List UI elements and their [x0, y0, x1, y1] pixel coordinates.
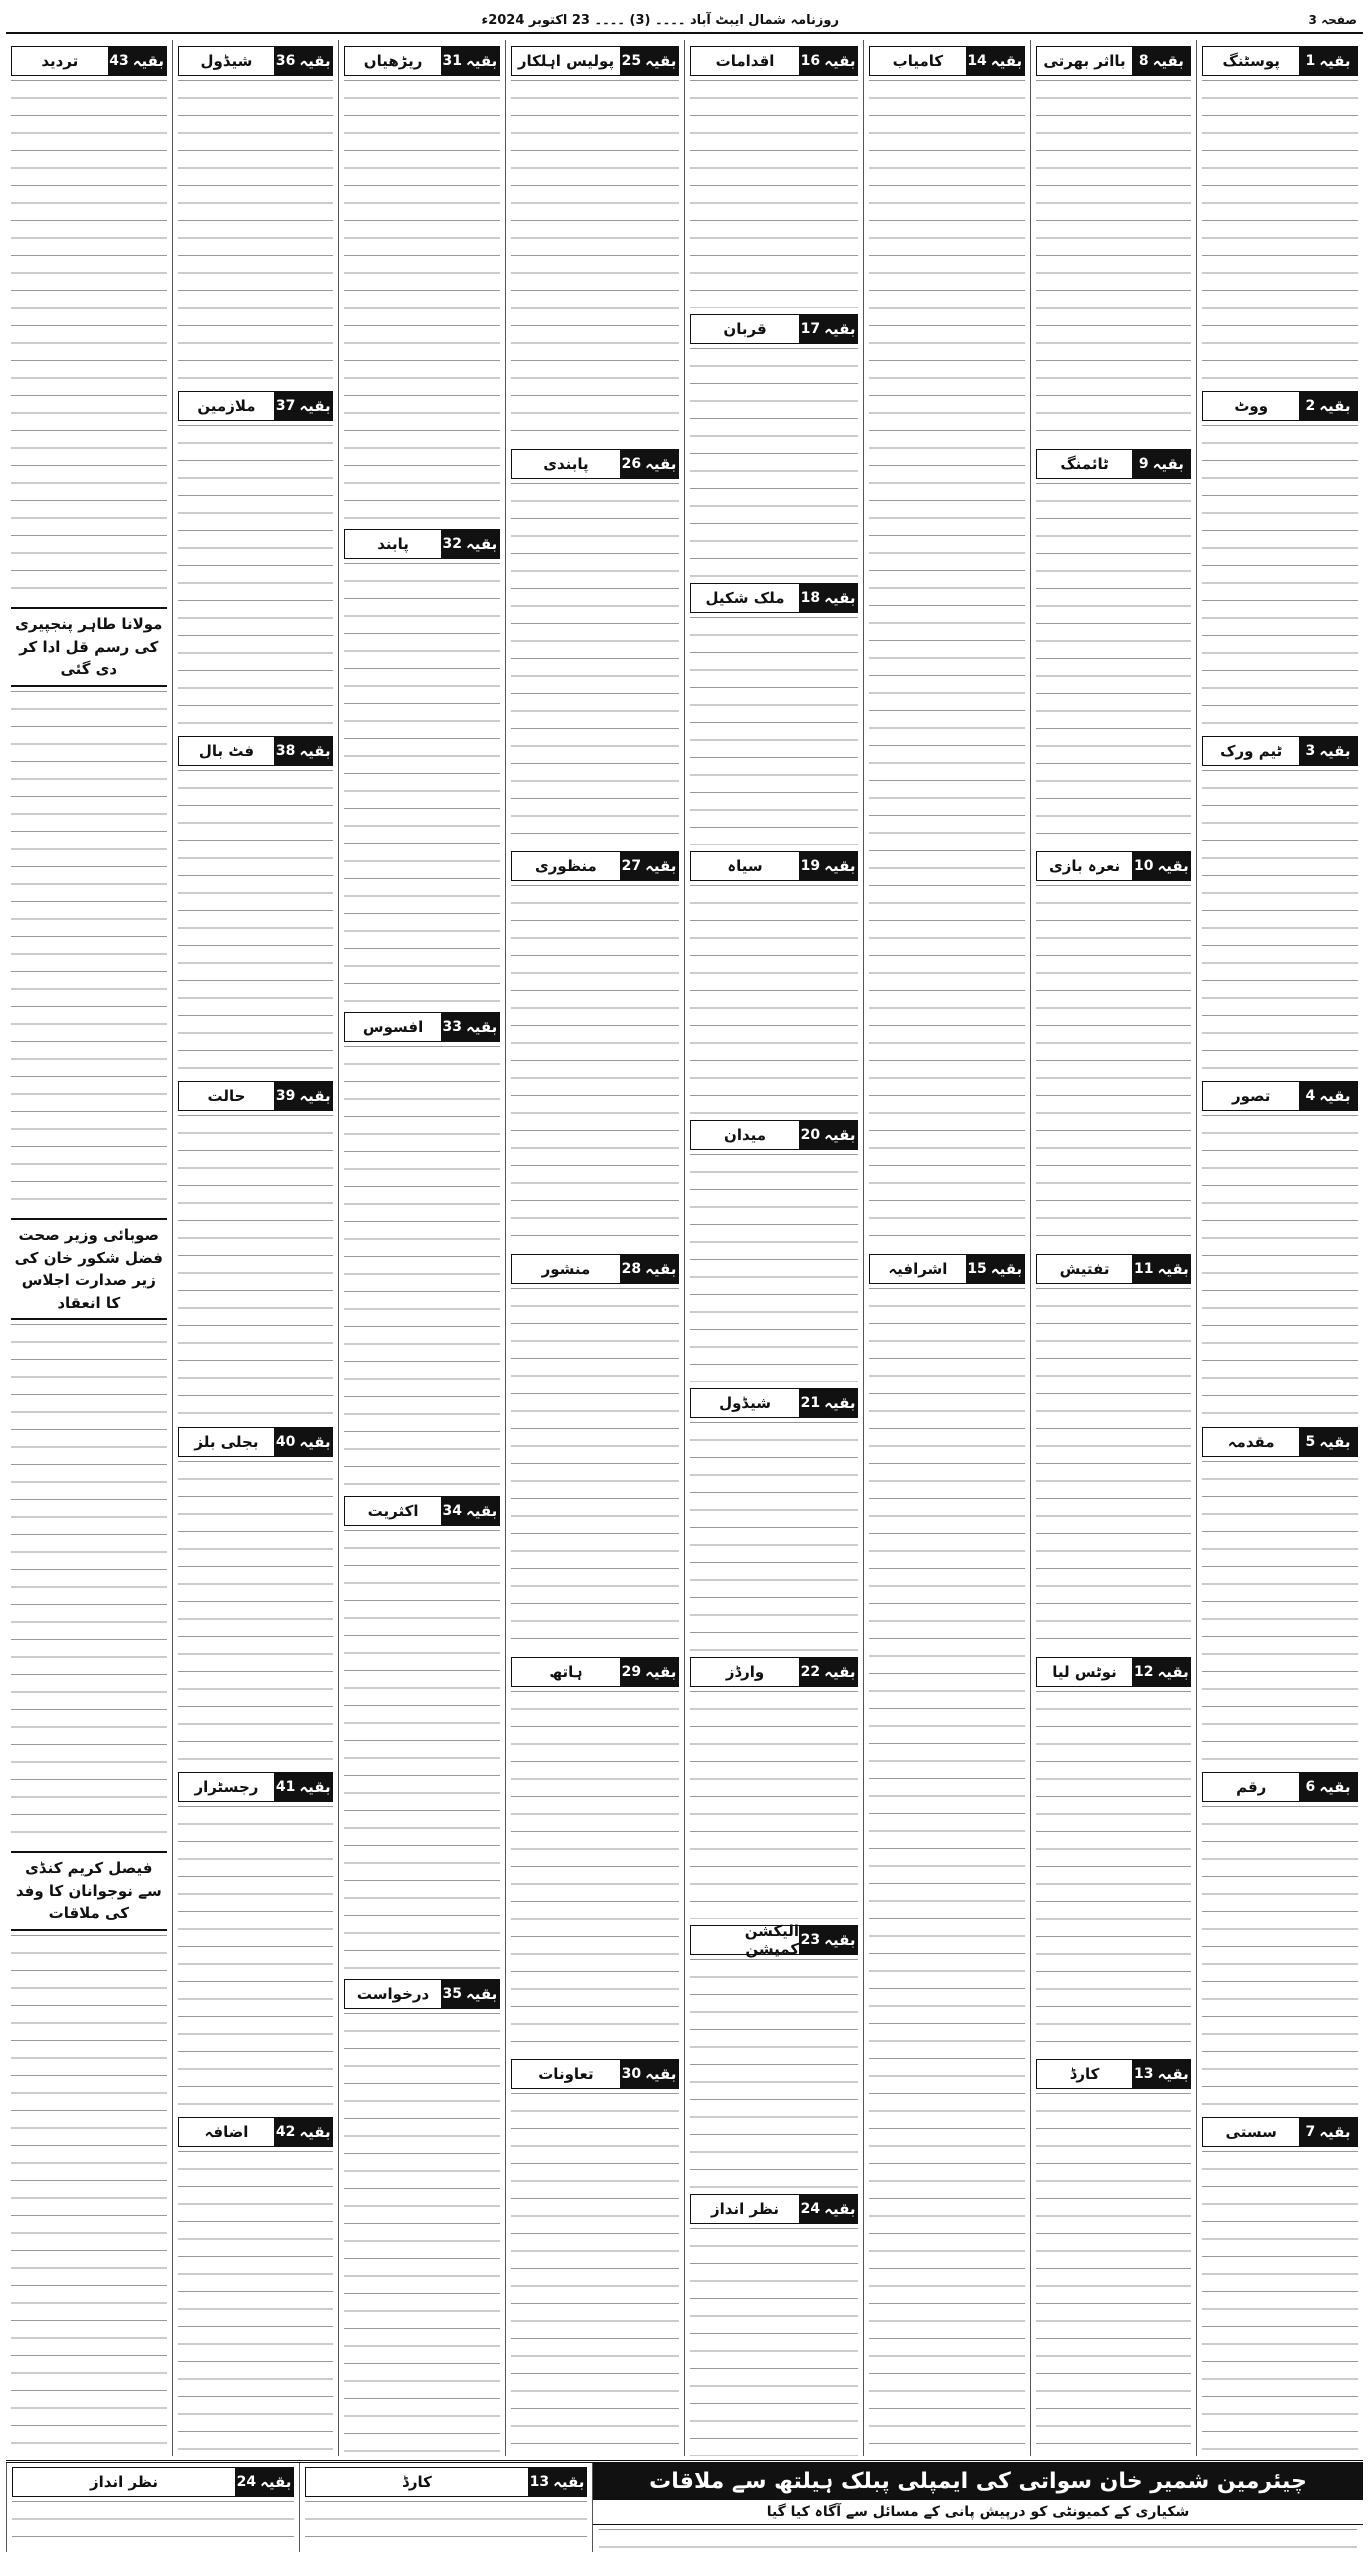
baqiya-label: [1132, 450, 1190, 478]
baqiya-number: 5: [1305, 1433, 1316, 1450]
column-8: [6, 40, 172, 2456]
col5-baqiya-tag-29: [511, 1657, 679, 1687]
baqiya-word: بقیہ: [1319, 1432, 1351, 1451]
baqiya-word: بقیہ: [260, 2473, 292, 2491]
baqiya-label: [274, 2118, 332, 2146]
baqiya-label: [274, 1773, 332, 1801]
article-body-text: [11, 1324, 167, 1845]
baqiya-word: بقیہ: [645, 1260, 677, 1279]
baqiya-keyword: کارڈ: [1037, 2060, 1133, 2088]
bottom-baqiya-tag-13: [305, 2467, 587, 2497]
baqiya-number: 24: [236, 2474, 257, 2490]
baqiya-number: 42: [275, 2123, 296, 2140]
baqiya-word: بقیہ: [824, 320, 856, 339]
article-body-text: [690, 348, 858, 576]
baqiya-label: [799, 47, 857, 75]
baqiya-keyword: ملک شکیل: [691, 584, 799, 612]
baqiya-label: [235, 2468, 293, 2496]
col7-baqiya-tag-42: [178, 2117, 334, 2147]
baqiya-keyword: پابند: [345, 530, 441, 558]
bottom-band: [6, 2460, 1363, 2552]
article-body-text: [511, 2093, 679, 2456]
baqiya-word: بقیہ: [299, 1432, 331, 1451]
baqiya-word: بقیہ: [1319, 1777, 1351, 1796]
article-body-text: [869, 80, 1025, 1248]
baqiya-word: بقیہ: [1152, 52, 1184, 70]
baqiya-word: بقیہ: [299, 2122, 331, 2141]
baqiya-keyword: نظر انداز: [13, 2468, 235, 2496]
baqiya-label: [620, 1255, 678, 1283]
col5-baqiya-tag-25: [511, 46, 679, 76]
baqiya-word: بقیہ: [1157, 2065, 1189, 2084]
baqiya-number: 23: [800, 1932, 821, 1949]
col6-baqiya-tag-35: [344, 1979, 500, 2009]
baqiya-keyword: ملازمین: [179, 392, 275, 420]
article-body-text: [178, 80, 334, 385]
article-body-text: [178, 1806, 334, 2111]
bottom-baqiya-tag-24: [12, 2467, 294, 2497]
baqiya-word: بقیہ: [465, 1501, 498, 1520]
baqiya-label: [620, 852, 678, 880]
baqiya-keyword: حالت: [179, 1082, 275, 1110]
baqiya-number: 12: [1133, 1663, 1154, 1680]
col6-baqiya-tag-31: [344, 46, 500, 76]
baqiya-label: [274, 392, 332, 420]
baqiya-word: بقیہ: [990, 1260, 1023, 1278]
baqiya-number: 35: [442, 1985, 462, 2002]
baqiya-number: 19: [800, 858, 821, 875]
col2-baqiya-tag-11: [1036, 1254, 1192, 1284]
baqiya-word: بقیہ: [299, 397, 331, 416]
page-number: صفحہ 3: [1308, 13, 1357, 27]
col7-baqiya-tag-36: [178, 46, 334, 76]
baqiya-number: 32: [442, 536, 462, 553]
baqiya-label: [528, 2468, 586, 2496]
baqiya-keyword: ریڑھیاں: [345, 47, 441, 75]
col7-baqiya-tag-40: [178, 1427, 334, 1457]
article-body-text: [344, 2013, 500, 2456]
article-body-text: [1036, 1691, 1192, 2054]
baqiya-number: 13: [1133, 2066, 1154, 2083]
baqiya-word: بقیہ: [824, 1394, 856, 1413]
baqiya-label: [799, 1926, 857, 1954]
article-body-text: [690, 617, 858, 845]
article-body-text: [1202, 80, 1358, 385]
baqiya-number: 22: [800, 1663, 821, 1680]
banner-subheadline: شکیاری کے کمیونٹی کو درپیش پانی کے مسائل سے آگاہ کیا گیا: [593, 2500, 1363, 2525]
baqiya-label: [274, 1428, 332, 1456]
col4-baqiya-tag-17: [690, 314, 858, 344]
column-headline: مولانا طاہر پنجپیری کی رسم قل ادا کر دی گئی: [11, 607, 167, 687]
baqiya-word: بقیہ: [645, 2065, 677, 2084]
column-6: [338, 40, 505, 2456]
baqiya-label: [441, 47, 499, 75]
baqiya-keyword: سستی: [1203, 2118, 1299, 2146]
banner-headline: چیئرمین شمیر خان سواتی کی ایمپلی پبلک ہیلتھ سے ملاقات: [593, 2463, 1363, 2500]
bottom-side-column-1: [299, 2463, 592, 2552]
baqiya-word: بقیہ: [824, 588, 856, 607]
baqiya-word: بقیہ: [1319, 1087, 1351, 1106]
article-body-text: [869, 1288, 1025, 2456]
baqiya-word: بقیہ: [1319, 2122, 1351, 2141]
baqiya-label: [799, 1121, 857, 1149]
col7-baqiya-tag-38: [178, 736, 334, 766]
baqiya-keyword: تعاونات: [512, 2060, 620, 2088]
baqiya-word: بقیہ: [824, 2199, 856, 2218]
col4-baqiya-tag-16: [690, 46, 858, 76]
baqiya-keyword: اقدامات: [691, 47, 799, 75]
col5-baqiya-tag-26: [511, 449, 679, 479]
baqiya-keyword: وارڈز: [691, 1658, 799, 1686]
baqiya-number: 28: [621, 1261, 642, 1278]
article-body-text: [511, 1288, 679, 1651]
baqiya-number: 39: [275, 1088, 296, 1105]
baqiya-word: بقیہ: [1319, 52, 1351, 70]
baqiya-word: بقیہ: [132, 52, 165, 70]
baqiya-number: 16: [800, 53, 821, 69]
article-body-text: [178, 425, 334, 730]
col4-baqiya-tag-24: [690, 2194, 858, 2224]
article-body-text: [1202, 1115, 1358, 1420]
baqiya-keyword: شیڈول: [179, 47, 275, 75]
col1-baqiya-tag-6: [1202, 1772, 1358, 1802]
baqiya-number: 14: [967, 53, 987, 69]
col7-baqiya-tag-41: [178, 1772, 334, 1802]
baqiya-number: 7: [1305, 2123, 1316, 2140]
article-body-text: [344, 80, 500, 523]
baqiya-keyword: درخواست: [345, 1980, 441, 2008]
article-body-text: [690, 80, 858, 308]
baqiya-keyword: سیاہ: [691, 852, 799, 880]
baqiya-word: بقیہ: [1152, 454, 1184, 473]
article-body-text: [12, 2501, 294, 2552]
baqiya-keyword: اکثریت: [345, 1497, 441, 1525]
article-body-text: [1202, 770, 1358, 1075]
baqiya-keyword: ہاتھ: [512, 1658, 620, 1686]
baqiya-label: [1299, 1428, 1357, 1456]
baqiya-word: بقیہ: [645, 454, 677, 473]
article-body-text: [1036, 80, 1192, 443]
article-body-text: [690, 1422, 858, 1650]
article-body-text: [690, 1959, 858, 2187]
baqiya-number: 10: [1133, 858, 1154, 875]
baqiya-label: [966, 47, 1024, 75]
baqiya-word: بقیہ: [645, 1662, 677, 1681]
baqiya-word: بقیہ: [1157, 1662, 1189, 1681]
col1-baqiya-tag-7: [1202, 2117, 1358, 2147]
baqiya-label: [1299, 2118, 1357, 2146]
baqiya-number: 40: [275, 1433, 296, 1450]
col4-baqiya-tag-18: [690, 583, 858, 613]
baqiya-keyword: منشور: [512, 1255, 620, 1283]
col4-baqiya-tag-23: [690, 1922, 858, 1959]
baqiya-number: 9: [1138, 455, 1149, 472]
baqiya-label: [274, 47, 332, 75]
baqiya-number: 41: [275, 1778, 296, 1795]
article-body-text: [690, 1154, 858, 1382]
baqiya-number: 1: [1305, 53, 1316, 69]
col3-baqiya-tag-15: [869, 1254, 1025, 1284]
col8-baqiya-tag-43: [11, 46, 167, 76]
baqiya-word: بقیہ: [1319, 397, 1351, 416]
article-body-text: [11, 691, 167, 1212]
column-3: [863, 40, 1030, 2456]
baqiya-label: [799, 852, 857, 880]
col7-baqiya-tag-39: [178, 1081, 334, 1111]
baqiya-number: 24: [800, 2200, 821, 2217]
baqiya-word: بقیہ: [645, 857, 677, 876]
baqiya-keyword: ووٹ: [1203, 392, 1299, 420]
article-body-text: [178, 770, 334, 1075]
article-body-text: [1202, 425, 1358, 730]
article-body-text: [344, 563, 500, 1006]
baqiya-keyword: افسوس: [345, 1013, 441, 1041]
baqiya-label: [966, 1255, 1024, 1283]
baqiya-keyword: نظر انداز: [691, 2195, 799, 2223]
baqiya-number: 30: [621, 2066, 642, 2083]
article-body-text: [344, 1530, 500, 1973]
col2-baqiya-tag-8: [1036, 46, 1192, 76]
baqiya-word: بقیہ: [824, 52, 856, 70]
baqiya-number: 17: [800, 321, 821, 338]
article-body-text: [511, 885, 679, 1248]
article-body-text: [1036, 483, 1192, 846]
baqiya-keyword: تصور: [1203, 1082, 1299, 1110]
article-columns: [6, 40, 1363, 2456]
col3-baqiya-tag-14: [869, 46, 1025, 76]
article-body-text: [178, 2151, 334, 2456]
baqiya-keyword: میدان: [691, 1121, 799, 1149]
baqiya-number: 27: [621, 858, 642, 875]
baqiya-label: [620, 1658, 678, 1686]
baqiya-label: [799, 2195, 857, 2223]
article-body-text: [1036, 885, 1192, 1248]
baqiya-number: 25: [621, 53, 642, 69]
column-1: [1196, 40, 1363, 2456]
baqiya-keyword: نوٹس لیا: [1037, 1658, 1133, 1686]
baqiya-keyword: بجلی بلز: [179, 1428, 275, 1456]
baqiya-keyword: اضافہ: [179, 2118, 275, 2146]
baqiya-word: بقیہ: [824, 1662, 856, 1681]
col1-baqiya-tag-1: [1202, 46, 1358, 76]
baqiya-keyword: ٹیم ورک: [1203, 737, 1299, 765]
column-headline: فیصل کریم کنڈی سے نوجوانان کا وفد کی ملاقات: [11, 1851, 167, 1931]
baqiya-label: [1299, 392, 1357, 420]
masthead: [6, 8, 1363, 34]
baqiya-word: بقیہ: [553, 2473, 585, 2491]
col2-baqiya-tag-9: [1036, 449, 1192, 479]
baqiya-label: [441, 1013, 499, 1041]
baqiya-number: 4: [1305, 1088, 1316, 1105]
baqiya-keyword: شیڈول: [691, 1389, 799, 1417]
article-body-text: [690, 2228, 858, 2456]
baqiya-word: بقیہ: [465, 535, 498, 554]
baqiya-number: 29: [621, 1663, 642, 1680]
baqiya-label: [1132, 47, 1190, 75]
article-body-text: [344, 1046, 500, 1489]
baqiya-number: 26: [621, 455, 642, 472]
baqiya-label: [441, 530, 499, 558]
article-body-text: [1202, 1806, 1358, 2111]
baqiya-number: 13: [529, 2474, 550, 2490]
banner-body-text: [599, 2529, 1357, 2548]
col6-baqiya-tag-33: [344, 1012, 500, 1042]
baqiya-label: [1132, 852, 1190, 880]
baqiya-label: [1299, 737, 1357, 765]
article-body-text: [11, 80, 167, 601]
baqiya-label: [799, 1389, 857, 1417]
masthead-title: روزنامہ شمال ایبٹ آباد ۔۔۔۔ (3) ۔۔۔۔ 23 اکتوبر 2024ء: [481, 12, 839, 28]
column-headline: صوبائی وزیر صحت فضل شکور خان کی زیر صدارت اجلاس کا انعقاد: [11, 1218, 167, 1320]
bottom-banner: [593, 2463, 1363, 2552]
col5-baqiya-tag-27: [511, 851, 679, 881]
baqiya-label: [108, 47, 166, 75]
baqiya-number: 38: [275, 743, 296, 760]
baqiya-word: بقیہ: [1157, 1260, 1189, 1279]
column-2: [1030, 40, 1197, 2456]
baqiya-keyword: فٹ بال: [179, 737, 275, 765]
baqiya-label: [799, 315, 857, 343]
baqiya-word: بقیہ: [465, 1984, 498, 2003]
col2-baqiya-tag-13: [1036, 2059, 1192, 2089]
baqiya-number: 11: [1133, 1261, 1154, 1278]
baqiya-keyword: الیکشن کمیشن: [691, 1926, 799, 1954]
baqiya-word: بقیہ: [824, 1125, 856, 1144]
bottom-side-columns: [6, 2463, 593, 2552]
baqiya-word: بقیہ: [1319, 742, 1351, 761]
bottom-side-column-2: [6, 2463, 299, 2552]
baqiya-label: [620, 450, 678, 478]
baqiya-keyword: اشرافیہ: [870, 1255, 966, 1283]
baqiya-number: 2: [1305, 398, 1316, 415]
baqiya-number: 33: [442, 1019, 462, 1036]
baqiya-word: بقیہ: [465, 52, 498, 70]
baqiya-word: بقیہ: [1157, 857, 1189, 876]
baqiya-keyword: رقم: [1203, 1773, 1299, 1801]
article-body-text: [178, 1115, 334, 1420]
baqiya-label: [1132, 1255, 1190, 1283]
baqiya-keyword: منظوری: [512, 852, 620, 880]
baqiya-number: 3: [1305, 743, 1316, 760]
baqiya-keyword: کامیاب: [870, 47, 966, 75]
baqiya-label: [620, 2060, 678, 2088]
col5-baqiya-tag-28: [511, 1254, 679, 1284]
baqiya-label: [274, 1082, 332, 1110]
col1-baqiya-tag-5: [1202, 1427, 1358, 1457]
baqiya-word: بقیہ: [299, 1087, 331, 1106]
article-body-text: [1036, 1288, 1192, 1651]
col4-baqiya-tag-22: [690, 1657, 858, 1687]
col7-baqiya-tag-37: [178, 391, 334, 421]
article-body-text: [11, 1935, 167, 2456]
baqiya-keyword: پابندی: [512, 450, 620, 478]
article-body-text: [1036, 2093, 1192, 2456]
baqiya-label: [799, 1658, 857, 1686]
col4-baqiya-tag-19: [690, 851, 858, 881]
article-body-text: [178, 1461, 334, 1766]
article-body-text: [511, 483, 679, 846]
baqiya-keyword: تردید: [12, 47, 108, 75]
baqiya-word: بقیہ: [824, 1931, 856, 1950]
baqiya-keyword: کارڈ: [306, 2468, 528, 2496]
baqiya-label: [620, 47, 678, 75]
baqiya-number: 18: [800, 589, 821, 606]
column-5: [505, 40, 684, 2456]
col4-baqiya-tag-20: [690, 1120, 858, 1150]
col6-baqiya-tag-34: [344, 1496, 500, 1526]
column-7: [172, 40, 339, 2456]
col1-baqiya-tag-3: [1202, 736, 1358, 766]
baqiya-label: [1132, 2060, 1190, 2088]
article-body-text: [1202, 1461, 1358, 1766]
col2-baqiya-tag-12: [1036, 1657, 1192, 1687]
column-4: [684, 40, 863, 2456]
baqiya-label: [1299, 1773, 1357, 1801]
baqiya-word: بقیہ: [990, 52, 1023, 70]
baqiya-word: بقیہ: [299, 742, 331, 761]
baqiya-word: بقیہ: [824, 857, 856, 876]
baqiya-keyword: پوسٹنگ: [1203, 47, 1299, 75]
baqiya-label: [441, 1497, 499, 1525]
baqiya-number: 37: [275, 398, 296, 415]
article-body-text: [1202, 2151, 1358, 2456]
baqiya-label: [1299, 47, 1357, 75]
article-body-text: [511, 80, 679, 443]
baqiya-keyword: تفتیش: [1037, 1255, 1133, 1283]
baqiya-number: 6: [1305, 1778, 1316, 1795]
baqiya-word: بقیہ: [465, 1018, 498, 1037]
baqiya-label: [441, 1980, 499, 2008]
baqiya-number: 31: [442, 53, 462, 69]
baqiya-keyword: مقدمہ: [1203, 1428, 1299, 1456]
col5-baqiya-tag-30: [511, 2059, 679, 2089]
article-body-text: [690, 885, 858, 1113]
col2-baqiya-tag-10: [1036, 851, 1192, 881]
col1-baqiya-tag-2: [1202, 391, 1358, 421]
baqiya-label: [274, 737, 332, 765]
baqiya-number: 15: [967, 1261, 987, 1277]
baqiya-keyword: بااثر بھرتی: [1037, 47, 1133, 75]
baqiya-keyword: رجسٹرار: [179, 1773, 275, 1801]
baqiya-word: بقیہ: [299, 52, 331, 70]
article-body-text: [690, 1691, 858, 1919]
baqiya-keyword: ٹائمنگ: [1037, 450, 1133, 478]
baqiya-number: 34: [442, 1502, 462, 1519]
baqiya-word: بقیہ: [645, 52, 677, 70]
baqiya-keyword: پولیس اہلکار: [512, 47, 620, 75]
col1-baqiya-tag-4: [1202, 1081, 1358, 1111]
baqiya-keyword: نعرہ بازی: [1037, 852, 1133, 880]
baqiya-number: 20: [800, 1126, 821, 1143]
baqiya-number: 36: [275, 53, 296, 69]
baqiya-word: بقیہ: [299, 1777, 331, 1796]
baqiya-label: [1132, 1658, 1190, 1686]
col6-baqiya-tag-32: [344, 529, 500, 559]
article-body-text: [305, 2501, 587, 2552]
baqiya-label: [799, 584, 857, 612]
baqiya-keyword: قربان: [691, 315, 799, 343]
article-body-text: [511, 1691, 679, 2054]
baqiya-number: 8: [1138, 53, 1149, 69]
col4-baqiya-tag-21: [690, 1388, 858, 1418]
baqiya-label: [1299, 1082, 1357, 1110]
baqiya-number: 21: [800, 1395, 821, 1412]
baqiya-number: 43: [109, 53, 129, 69]
